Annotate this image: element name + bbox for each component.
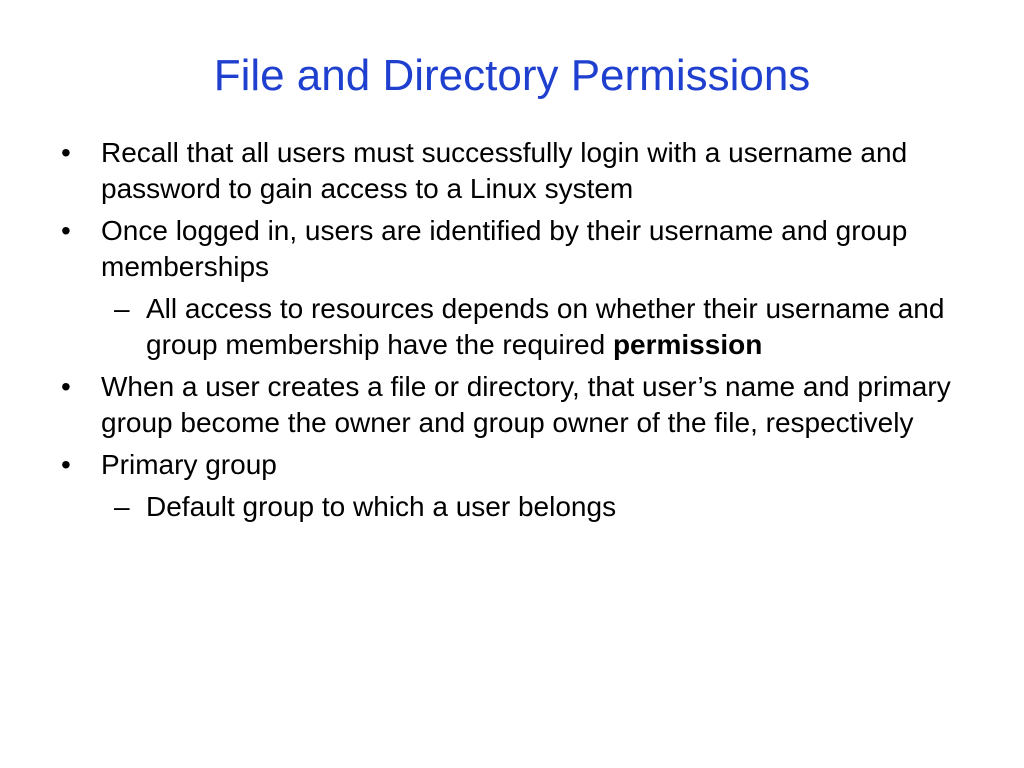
bullet-marker: • — [61, 215, 71, 246]
sub-bullet-marker: – — [114, 491, 130, 522]
bullet-text: Primary group — [101, 449, 277, 480]
bullet-list — [0, 135, 1024, 525]
bold-term: permission — [612, 329, 763, 360]
bullet-text: Once logged in, users are identified by their username and group memberships — [101, 215, 908, 282]
bullet-item — [0, 447, 1024, 483]
bullet-marker: • — [61, 449, 71, 480]
sub-bullet-item — [0, 489, 1024, 525]
bullet-text: Recall that all users must successfully login with a username and password to gain access to a Linux system — [101, 137, 908, 204]
bullet-item — [0, 135, 1024, 207]
bullet-marker: • — [61, 371, 71, 402]
sub-bullet-item — [0, 291, 1024, 363]
slide-title: File and Directory Permissions — [213, 51, 811, 100]
sub-bullet-text: All access to resources depends on whether their username and group membership have the required — [146, 293, 945, 360]
bullet-item — [0, 213, 1024, 285]
bullet-marker: • — [61, 137, 71, 168]
bullet-item — [0, 369, 1024, 441]
sub-bullet-text: Default group to which a user belongs — [146, 491, 617, 522]
sub-bullet-marker: – — [114, 293, 130, 324]
bullet-text: When a user creates a file or directory, that user’s name and primary group become the owner and group owner of the file, respectively — [101, 371, 951, 438]
